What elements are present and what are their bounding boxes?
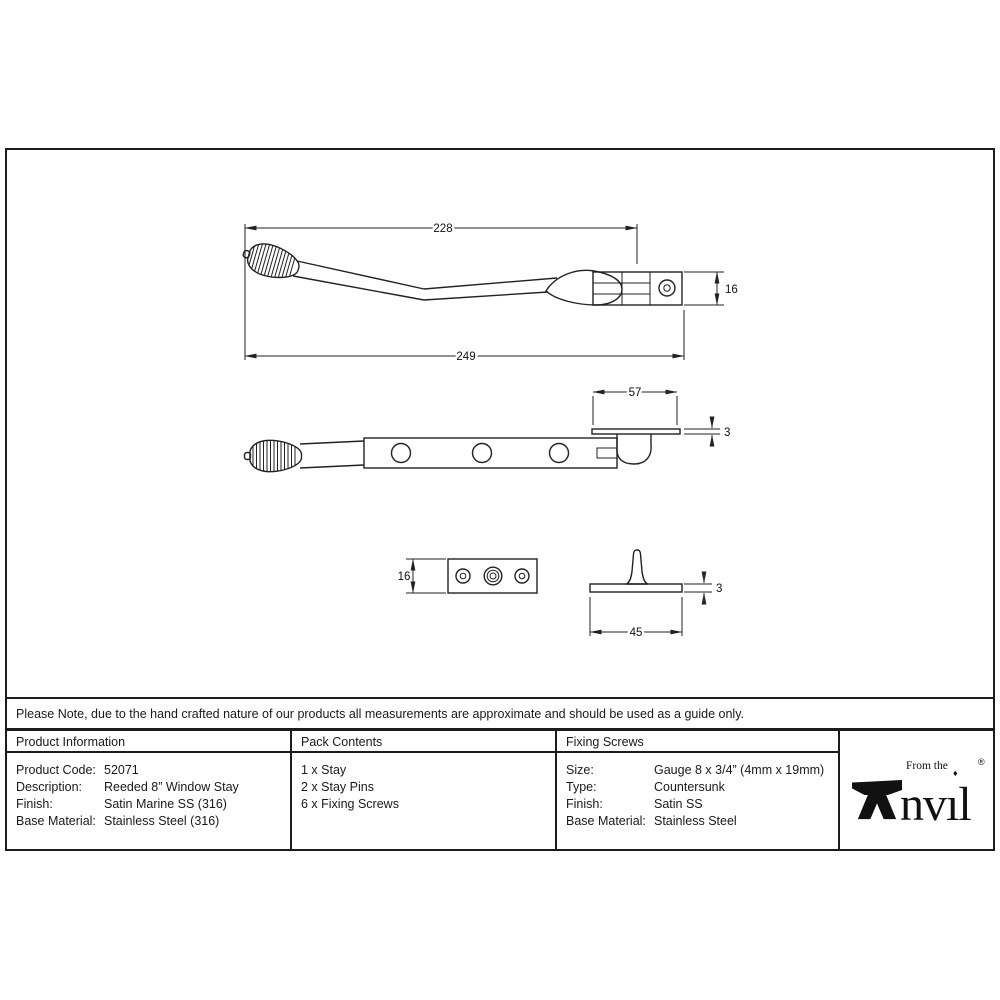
row-value: Reeded 8” Window Stay xyxy=(104,779,239,794)
product-spec-sheet xyxy=(5,148,995,851)
product-information-column xyxy=(7,731,292,849)
row-value: Satin Marine SS (316) xyxy=(104,796,227,811)
dimension-label: 3 xyxy=(724,427,731,439)
row-value: Stainless Steel (316) xyxy=(104,813,220,828)
row-label: Size: xyxy=(566,762,594,777)
measurement-note: Please Note, due to the hand crafted nature of our products all measurements are approximate and should be used as a guide only. xyxy=(16,706,745,721)
column-header: Product Information xyxy=(7,731,290,753)
pivot-curl xyxy=(617,445,651,464)
list-item: 6 x Fixing Screws xyxy=(301,796,399,811)
pin-base-plate xyxy=(590,584,682,592)
row-value: Gauge 8 x 3/4” (4mm x 19mm) xyxy=(654,762,825,777)
table-row xyxy=(566,778,838,795)
row-label: Finish: xyxy=(16,796,53,811)
row-label: Base Material: xyxy=(566,813,646,828)
stay-side-view xyxy=(239,223,738,363)
row-label: Finish: xyxy=(566,796,603,811)
table-row xyxy=(16,778,290,795)
row-label: Product Code: xyxy=(16,762,96,777)
table-row xyxy=(566,795,838,812)
dimension-label: 249 xyxy=(456,351,476,363)
list-item: 1 x Stay xyxy=(301,762,347,777)
dimension-label: 3 xyxy=(716,583,723,595)
brand-logo-cell xyxy=(840,731,993,849)
row-value: Satin SS xyxy=(654,796,703,811)
table-row xyxy=(16,812,290,829)
stay-pin-view xyxy=(590,550,722,639)
from-the-anvil-logo xyxy=(852,757,990,831)
row-value: 52071 xyxy=(104,762,139,777)
measurement-note-row xyxy=(7,697,993,728)
stay-bar xyxy=(364,438,617,468)
reeded-knob-side xyxy=(239,237,303,285)
logo-tagline: From the xyxy=(906,760,948,772)
row-label: Base Material: xyxy=(16,813,96,828)
dimension-label: 228 xyxy=(433,223,453,235)
logo-diamond-tittle: ♦ xyxy=(953,768,958,778)
technical-drawing xyxy=(7,150,993,697)
row-label: Description: xyxy=(16,779,82,794)
reeded-knob-plan xyxy=(245,439,302,473)
pack-contents-column xyxy=(292,731,557,849)
stay-plan-view xyxy=(245,387,731,473)
registered-trademark-symbol: ® xyxy=(978,757,985,767)
table-row xyxy=(16,761,290,778)
anvil-icon xyxy=(852,769,902,821)
table-row xyxy=(566,812,838,829)
stay-pin xyxy=(626,550,648,584)
dimension-label: 57 xyxy=(628,387,642,399)
list-item: 2 x Stay Pins xyxy=(301,779,374,794)
row-value: Countersunk xyxy=(654,779,725,794)
dimension-label: 45 xyxy=(629,627,643,639)
keep-plate xyxy=(448,559,537,593)
mounting-block xyxy=(593,272,682,305)
logo-wordmark: nvıl xyxy=(900,777,971,831)
row-value: Stainless Steel xyxy=(654,813,737,828)
technical-drawing-area xyxy=(7,150,993,697)
table-row xyxy=(566,761,838,778)
column-header: Pack Contents xyxy=(292,731,555,753)
fixing-plate xyxy=(592,429,680,434)
dimension-label: 16 xyxy=(725,284,738,296)
row-label: Type: xyxy=(566,779,597,794)
dimension-label: 16 xyxy=(397,571,411,583)
bar-notch xyxy=(597,448,617,458)
stay-pivot-loop xyxy=(546,270,622,305)
screw-hole xyxy=(659,280,675,296)
spec-table xyxy=(7,728,993,849)
column-header: Fixing Screws xyxy=(557,731,838,753)
fixing-screws-column xyxy=(557,731,840,849)
table-row xyxy=(16,795,290,812)
keep-plate-view xyxy=(398,559,537,593)
